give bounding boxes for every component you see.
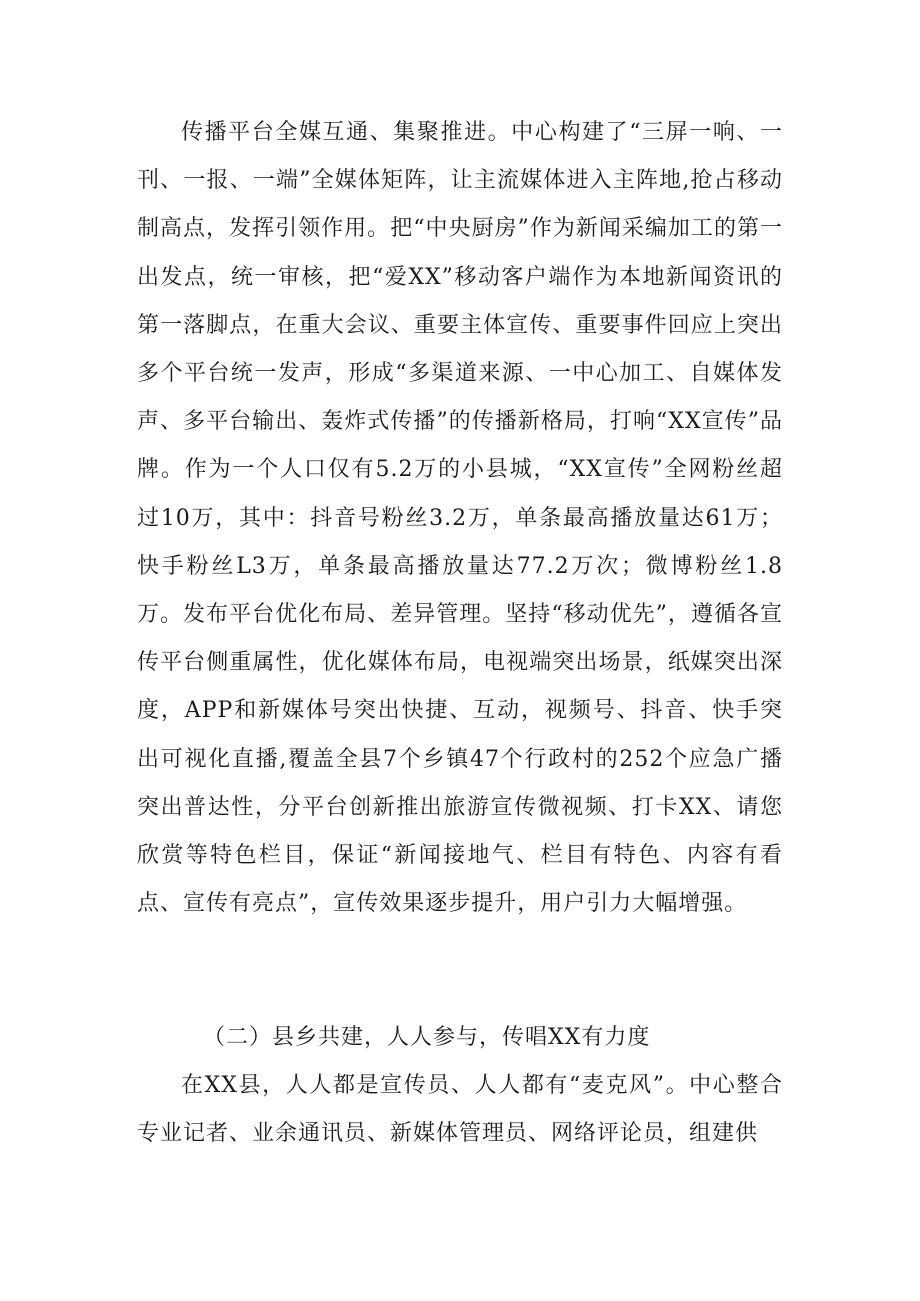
section-heading: （二）县乡共建，人人参与，传唱XX有力度 (203, 1025, 651, 1050)
body-paragraph-media-platform: 传播平台全媒互通、集聚推进。中心构建了“三屏一响、一刊、一报、一端”全媒体矩阵，让主流媒体进入主阵地,抢占移动制高点，发挥引领作用。把“中央厨房”作为新闻采编加工的第一出发点，统一审核，把“爱XX”移动客户端作为本地新闻资讯的第一落脚点，在重大会议、重要主体宣传、重要事件回应上突出多个平台统一发声，形成“多渠道来源、一中心加工、自媒体发声、多平台输出、轰炸式传播”的传播新格局，打响“XX宣传”品牌。作为一个人口仅有5.2万的小县城，“XX宣传”全网粉丝超过10万，其中：抖音号粉丝3.2万，单条最高播放量达61万；快手粉丝L3万，单条最高播放量达77.2万次；微博粉丝1.8万。发布平台优化布局、差异管理。坚持“移动优先”，遵循各宣传平台侧重属性，优化媒体布局，电视端突出场景，纸媒突出深度，APP和新媒体号突出快捷、互动，视频号、抖音、快手突出可视化直播,覆盖全县7个乡镇47个行政村的252个应急广播突出普达性，分平台创新推出旅游宣传微视频、打卡XX、请您欣赏等特色栏目，保证“新闻接地气、栏目有特色、内容有看点、宣传有亮点”，宣传效果逐步提升，用户引力大幅增强。 (137, 120, 783, 917)
body-paragraph-propagandists: 在XX县，人人都是宣传员、人人都有“麦克风”。中心整合专业记者、业余通讯员、新媒体管理员、网络评论员，组建供 (137, 1073, 783, 1147)
